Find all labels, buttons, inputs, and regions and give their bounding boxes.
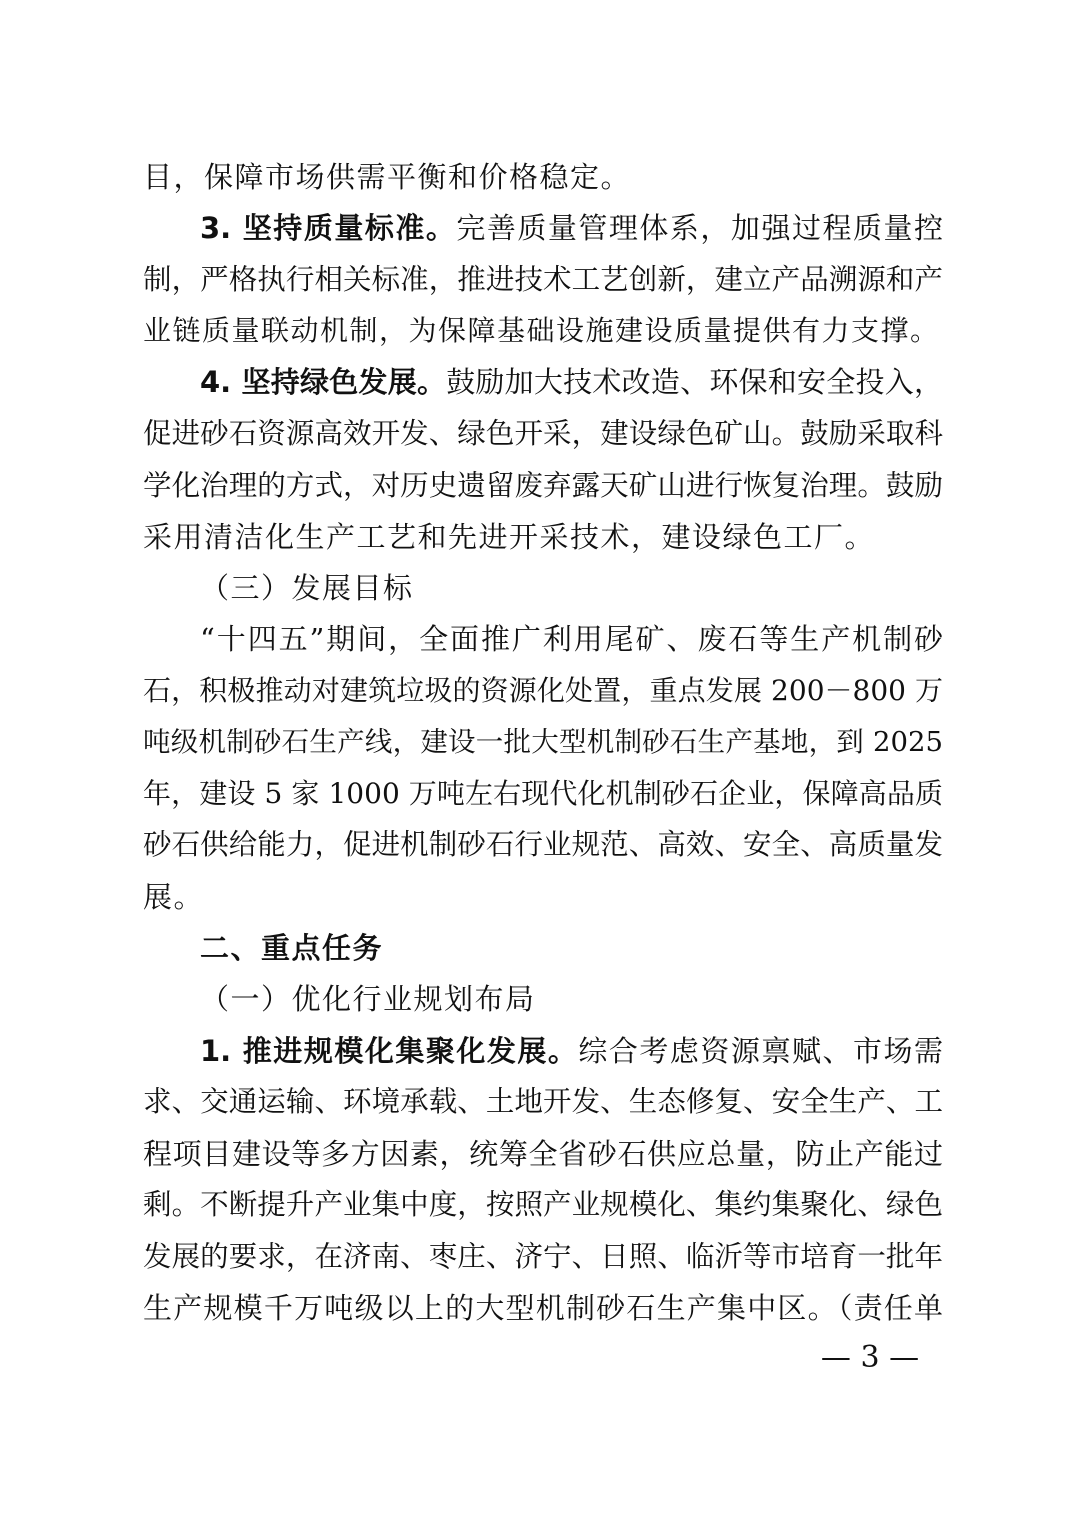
text-line	[200, 208, 943, 248]
line-text: 业链质量联动机制，为保障基础设施建设质量提供有力支撑。	[143, 314, 940, 347]
text-line	[143, 825, 943, 865]
text-line	[143, 414, 943, 454]
line-text: 剩。不断提升产业集中度，按照产业规模化、集约集聚化、绿色	[143, 1188, 943, 1221]
line-text: 程项目建设等多方因素，统筹全省砂石供应总量，防止产能过	[143, 1137, 943, 1171]
text-line	[143, 1082, 943, 1122]
line-text: 制，严格执行相关标准，推进技术工艺创新，建立产品溯源和产	[143, 263, 943, 296]
line-text: 生产规模千万吨级以上的大型机制砂石生产集中区。（责任单	[143, 1291, 943, 1325]
line-text: 采用清洁化生产工艺和先进开采技术，建设绿色工厂。	[143, 520, 876, 554]
text-line	[143, 722, 943, 762]
line-text: 砂石供给能力，促进机制砂石行业规范、高效、安全、高质量发	[143, 828, 943, 861]
text-line	[143, 877, 943, 917]
item-heading: 1. 推进规模化集聚化发展。	[200, 1034, 579, 1068]
line-text: 综合考虑资源禀赋、市场需	[578, 1034, 943, 1068]
text-line	[143, 1134, 943, 1174]
text-line	[143, 774, 943, 814]
text-line	[143, 671, 943, 711]
text-line	[143, 260, 943, 300]
line-text: “十四五”期间，全面推广利用尾矿、废石等生产机制砂	[200, 622, 943, 656]
line-text: （一）优化行业规划布局	[200, 982, 536, 1016]
line-text: 石，积极推动对建筑垃圾的资源化处置，重点发展 200－800 万	[143, 674, 943, 707]
line-text: 鼓励加大技术改造、环保和安全投入，	[446, 365, 943, 399]
text-line	[143, 311, 943, 351]
section-subheading	[200, 568, 943, 608]
line-text: 促进砂石资源高效开发、绿色开采，建设绿色矿山。鼓励采取科	[143, 417, 943, 450]
text-line	[143, 466, 943, 506]
line-text: 求、交通运输、环境承载、土地开发、生态修复、安全生产、工	[143, 1085, 943, 1118]
text-line	[143, 1288, 943, 1328]
line-text: 二、重点任务	[200, 931, 384, 965]
line-text: 完善质量管理体系，加强过程质量控	[456, 211, 943, 245]
line-text: 目，保障市场供需平衡和价格稳定。	[143, 160, 632, 194]
text-line	[200, 1031, 943, 1071]
line-text: 发展的要求，在济南、枣庄、济宁、日照、临沂等市培育一批年	[143, 1240, 943, 1273]
item-heading: 4. 坚持绿色发展。	[200, 365, 447, 399]
text-line	[143, 157, 943, 197]
section-subheading	[200, 979, 943, 1019]
page-number: — 3 —	[820, 1340, 920, 1375]
text-line	[143, 517, 943, 557]
section-heading	[200, 928, 943, 968]
text-line	[200, 619, 943, 659]
line-text: 吨级机制砂石生产线，建设一批大型机制砂石生产基地，到 2025	[143, 726, 943, 758]
line-text: 展。	[143, 880, 205, 914]
text-line	[143, 1237, 943, 1277]
text-line	[143, 1185, 943, 1225]
line-text: 学化治理的方式，对历史遗留废弃露天矿山进行恢复治理。鼓励	[143, 469, 943, 502]
line-text: （三）发展目标	[200, 571, 414, 605]
item-heading: 3. 坚持质量标准。	[200, 211, 457, 245]
line-text: 年，建设 5 家 1000 万吨左右现代化机制砂石企业，保障高品质	[143, 777, 943, 810]
text-line	[200, 362, 943, 402]
